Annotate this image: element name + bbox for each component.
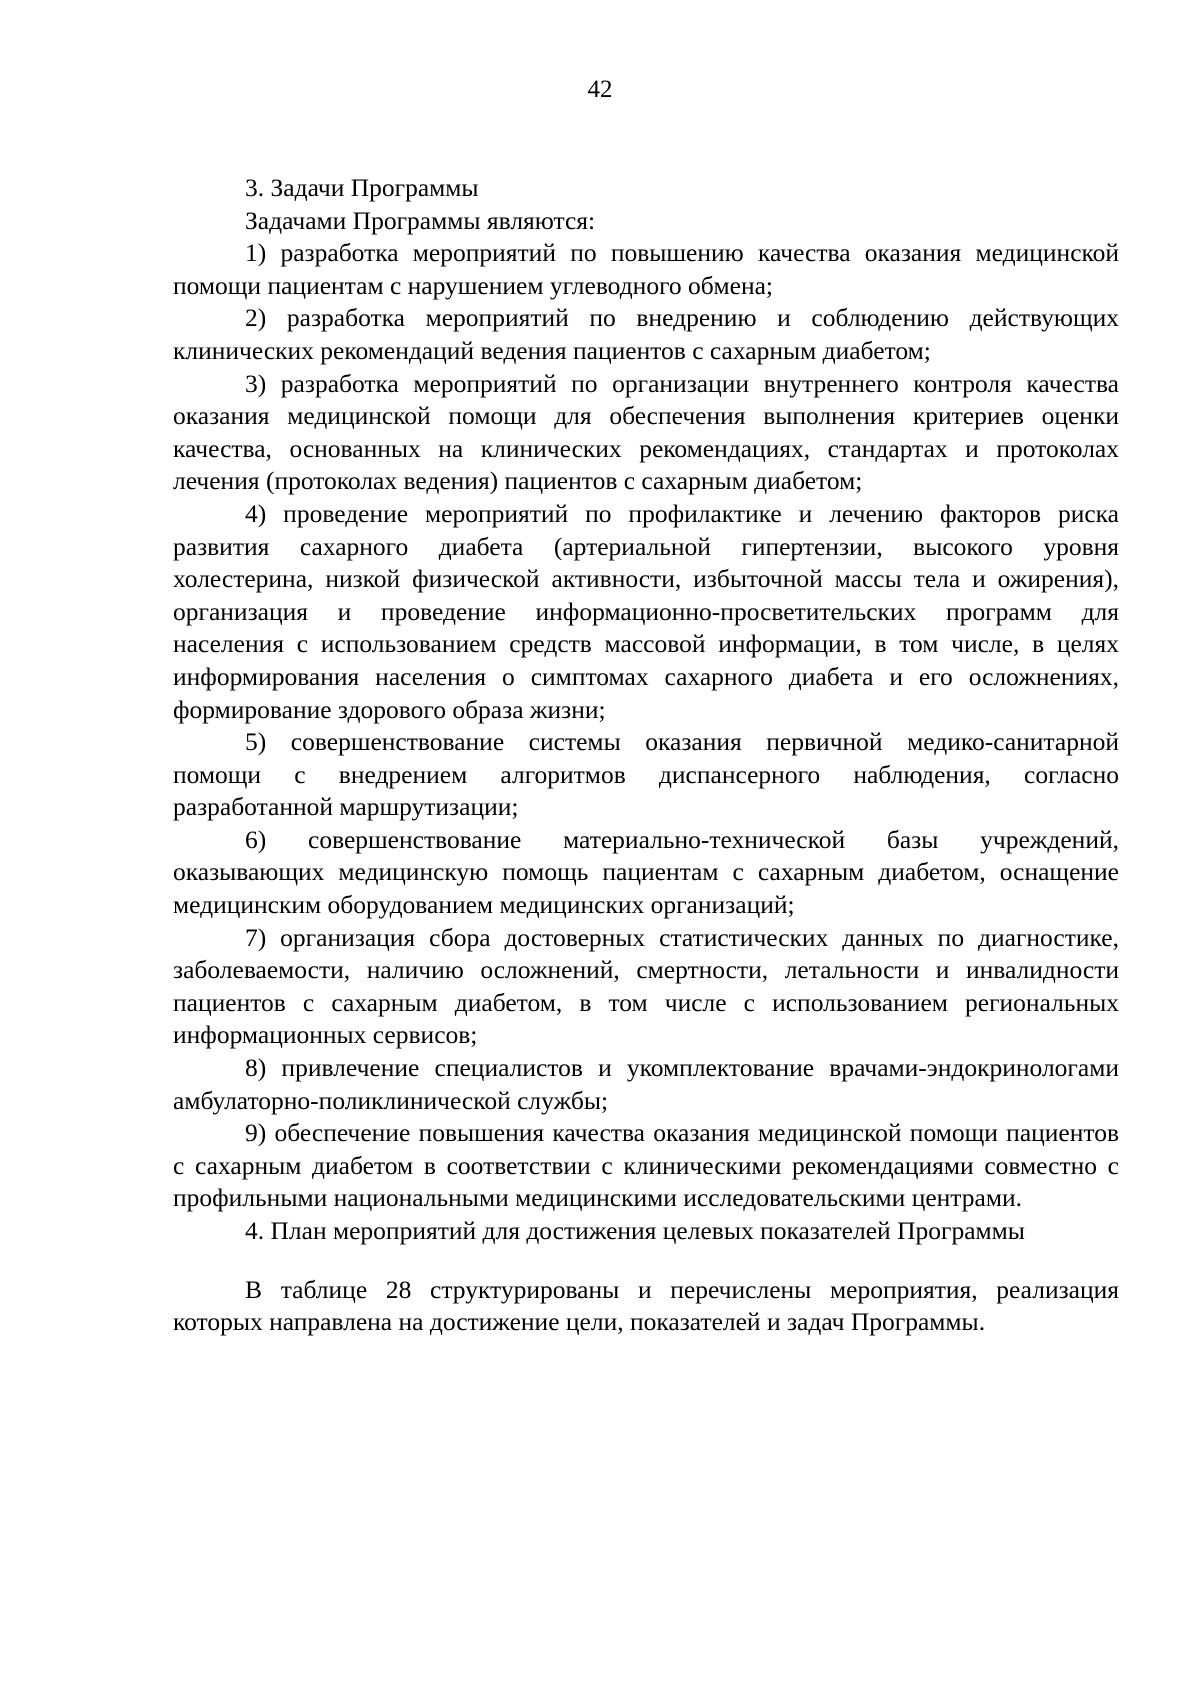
section-3-heading: 3. Задачи Программы bbox=[245, 173, 479, 202]
document-body bbox=[173, 172, 1119, 1339]
task-item-7: 7) организация сбора достоверных статистических данных по диагностике, заболеваемости, наличию осложнений, смертности, летальности и инвалидности пациентов с сахарным диабетом, в том числе с использованием региональных информационных сервисов; bbox=[173, 922, 1119, 1050]
task-item-8: 8) привлечение специалистов и укомплектование врачами-эндокринологами амбулаторно-поликлинической службы; bbox=[173, 1053, 1119, 1115]
task-item-6: 6) совершенствование материально-технической базы учреждений, оказывающих медицинскую помощь пациентам с сахарным диабетом, оснащение медицинским оборудованием медицинских организаций; bbox=[173, 824, 1119, 920]
page-number: 42 bbox=[587, 76, 613, 103]
task-item-1: 1) разработка мероприятий по повышению качества оказания медицинской помощи пациентам с нарушением углеводного обмена; bbox=[173, 238, 1119, 300]
section-4-heading: 4. План мероприятий для достижения целевых показателей Программы bbox=[245, 1216, 1025, 1245]
section-3-intro: Задачами Программы являются: bbox=[245, 205, 596, 235]
task-item-3: 3) разработка мероприятий по организации внутреннего контроля качества оказания медицинской помощи для обеспечения выполнения критериев оценки качества, основанных на клинических рекомендациях, стандартах и протоколах лечения (протоколах ведения) пациентов с сахарным диабетом; bbox=[173, 368, 1119, 496]
task-item-4: 4) проведение мероприятий по профилактике и лечению факторов риска развития сахарного диабета (артериальной гипертензии, высокого уровня холестерина, низкой физической активности, избыточной массы тела и ожирения), организация и проведение информационно-просветительских программ для населения с использованием средств массовой информации, в том числе, в целях информирования населения о симптомах сахарного диабета и его осложнениях, формирование здорового образа жизни; bbox=[173, 498, 1119, 724]
task-item-9: 9) обеспечение повышения качества оказания медицинской помощи пациентов с сахарным диабетом в соответствии с клиническими рекомендациями совместно с профильными национальными медицинскими исследовательскими центрами. bbox=[173, 1118, 1119, 1213]
task-item-2: 2) разработка мероприятий по внедрению и соблюдению действующих клинических рекомендаций ведения пациентов с сахарным диабетом; bbox=[173, 303, 1119, 365]
task-item-5: 5) совершенствование системы оказания первичной медико-санитарной помощи с внедрением алгоритмов диспансерного наблюдения, согласно разработанной маршрутизации; bbox=[173, 727, 1119, 822]
section-4-paragraph: В таблице 28 структурированы и перечислены мероприятия, реализация которых направлена на достижение цели, показателей и задач Программы. bbox=[173, 1274, 1119, 1337]
